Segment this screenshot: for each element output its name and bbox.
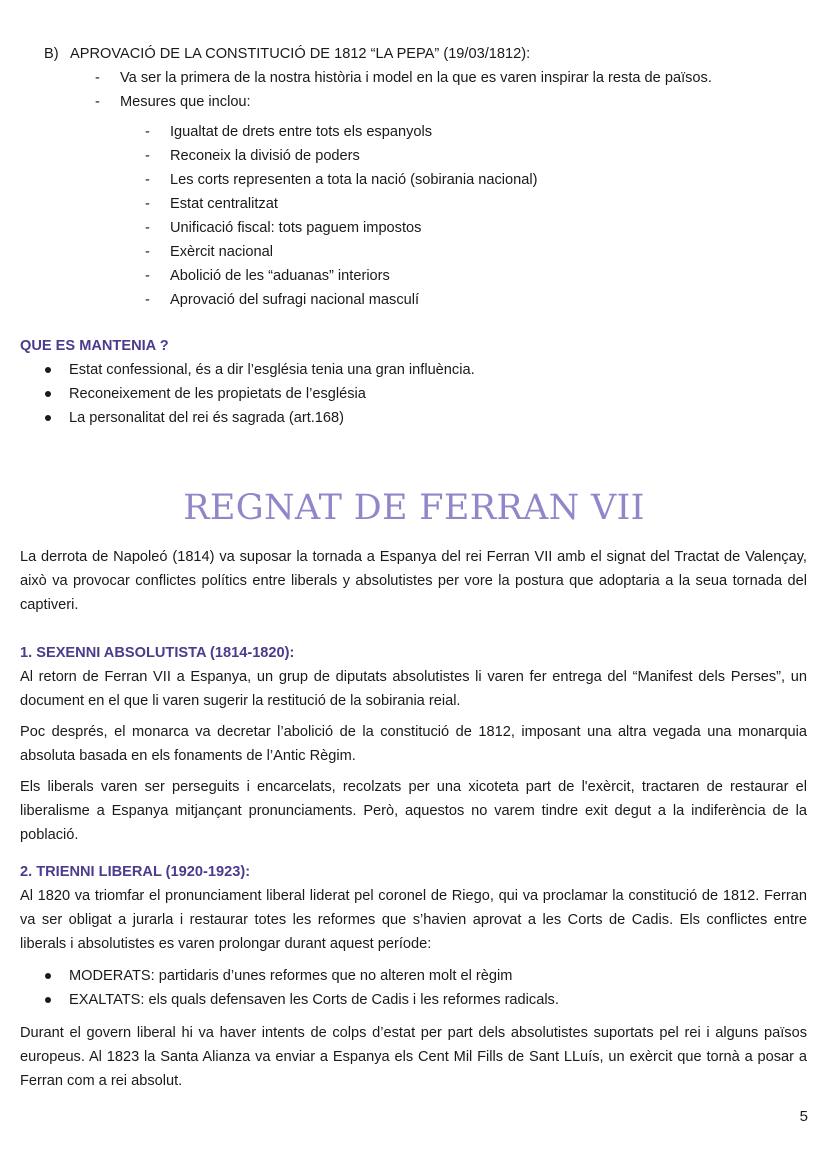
list-item: Reconeixement de les propietats de l’església	[20, 382, 810, 406]
mantenia-list	[20, 358, 810, 430]
section-b-heading	[44, 44, 804, 64]
trienni-list	[20, 964, 807, 1012]
section-b-points	[92, 66, 804, 114]
page-number: 5	[799, 1108, 808, 1125]
list-item: - Igualtat de drets entre tots els espanyols	[142, 120, 804, 144]
section-b-heading-text: APROVACIÓ DE LA CONSTITUCIÓ DE 1812 “LA PEPA” (19/03/1812):	[70, 46, 531, 62]
sexenni-paragraph: Al retorn de Ferran VII a Espanya, un grup de diputats absolutistes li varen fer entrega del “Manifest dels Perses”, un document en el que li varen sugerir la restitució de la sobirania reial.	[20, 669, 807, 709]
trienni-section	[20, 861, 807, 1100]
sexenni-paragraph: Poc després, el monarca va decretar l’abolició de la constitució de 1812, imposant una altra vegada una monarquia absoluta basada en els fonaments de l’Antic Règim.	[20, 724, 807, 764]
list-item: - Estat centralitzat	[142, 192, 804, 216]
list-item: La personalitat del rei és sagrada (art.168)	[20, 406, 810, 430]
list-item: - Va ser la primera de la nostra història i model en la que es varen inspirar la resta de països.	[92, 66, 804, 90]
section-b	[44, 44, 804, 312]
mantenia-heading: QUE ES MANTENIA ?	[20, 338, 169, 354]
mantenia-section	[20, 338, 810, 430]
list-item: - Les corts representen a tota la nació (sobirania nacional)	[142, 168, 804, 192]
sexenni-section	[20, 642, 807, 854]
sexenni-paragraph: Els liberals varen ser perseguits i encarcelats, recolzats per una xicoteta part de l'exèrcit, tractaren de restaurar el liberalisme a Espanya mitjançant pronunciaments. Però, aquestos no varem tindre exit degut a la indiferència de la població.	[20, 779, 807, 843]
list-item: - Exèrcit nacional	[142, 240, 804, 264]
trienni-closing-paragraph: Durant el govern liberal hi va haver intents de colps d’estat per part dels absolutistes suportats pel rei i alguns països europeus. Al 1823 la Santa Alianza va enviar a Espanya els Cent Mil Fills de Sant LLuís, un exèrcit que tornà a posar a Ferran com a rei absolut.	[20, 1025, 807, 1089]
trienni-heading: 2. TRIENNI LIBERAL (1920-1923):	[20, 864, 251, 880]
trienni-paragraph: Al 1820 va triomfar el pronunciament liberal liderat pel coronel de Riego, qui va proclamar la constitució de 1812. Ferran va ser obligat a jurarla i restaurar totes les reformes que s’havien aprovat a les Corts de Cadis. Els conflictes entre liberals i absolutistes es varen prolongar durant aquest període:	[20, 888, 807, 952]
intro-paragraph: La derrota de Napoleó (1814) va suposar la tornada a Espanya del rei Ferran VII amb el signat del Tractat de Valençay, això va provocar conflictes polítics entre liberals y absolutistes per vore la postura que adoptaria a la seua tornada del captiveri.	[20, 549, 807, 613]
list-item: Estat confessional, és a dir l’església tenia una gran influència.	[20, 358, 810, 382]
sexenni-heading: 1. SEXENNI ABSOLUTISTA (1814-1820):	[20, 645, 295, 661]
list-item: EXALTATS: els quals defensaven les Corts de Cadis i les reformes radicals.	[20, 988, 807, 1012]
section-b-marker: B)	[44, 46, 59, 62]
page-title: REGNAT DE FERRAN VII	[183, 488, 645, 528]
list-item: - Mesures que inclou:	[92, 90, 804, 114]
list-item: - Unificació fiscal: tots paguem impostos	[142, 216, 804, 240]
list-item: MODERATS: partidaris d’unes reformes que no alteren molt el règim	[20, 964, 807, 988]
list-item: - Aprovació del sufragi nacional masculí	[142, 288, 804, 312]
measures-list	[142, 120, 804, 312]
list-item: - Reconeix la divisió de poders	[142, 144, 804, 168]
list-item: - Abolició de les “aduanas” interiors	[142, 264, 804, 288]
